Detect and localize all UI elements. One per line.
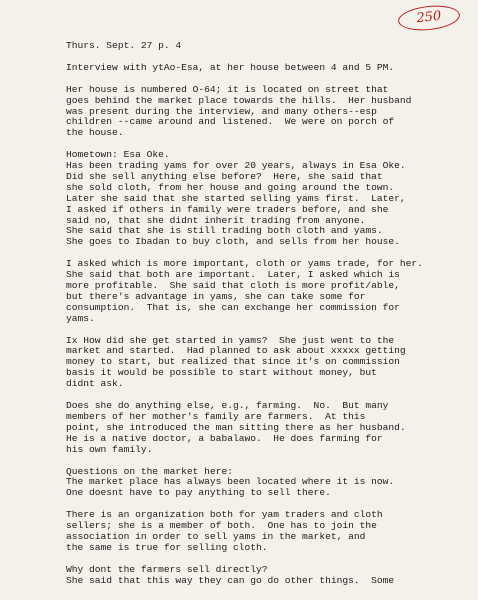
text-line: She goes to Ibadan to buy cloth, and sells from her house. [66, 236, 400, 248]
text-line: There is an organization both for yam traders and cloth [66, 509, 383, 521]
text-line: basis it would be possible to start without money, but [66, 367, 377, 379]
text-line: the same is true for selling cloth. [66, 541, 268, 553]
text-line: I asked which is more important, cloth or yams trade, for her. [66, 258, 423, 270]
text-line: One doesnt have to pay anything to sell there. [66, 487, 331, 499]
text-line: children --came around and listened. We were on porch of [66, 116, 395, 128]
text-line: Later she said that she started selling yams first. Later, [66, 192, 406, 204]
text-line: more profitable. She said that cloth is more profit/able, [66, 280, 400, 292]
text-line: association in order to sell yams in the market, and [66, 530, 366, 542]
text-line: market and started. Had planned to ask about xxxxx getting [66, 345, 406, 357]
text-line: goes behind the market place towards the hills. Her husband [66, 94, 412, 106]
text-line: sellers; she is a member of both. One has to join the [66, 520, 377, 532]
text-line: Interview with ytAo-Esa, at her house between 4 and 5 PM. [66, 61, 395, 73]
text-line: Has been trading yams for over 20 years, always in Esa Oke. [66, 160, 406, 172]
paragraph-gap [66, 325, 471, 336]
text-line: The market place has always been located where it is now. [66, 476, 395, 488]
text-line: point, she introduced the man sitting there as her husband. [66, 421, 406, 433]
text-line: Questions on the market here: [66, 465, 233, 477]
text-line: didnt ask. [66, 378, 124, 390]
text-line: she sold cloth, from her house and going around the town. [66, 181, 395, 193]
text-line: I asked if others in family were traders before, and she [66, 203, 389, 215]
page-number-stamp: 250 [397, 3, 461, 33]
text-line: said no, that she didnt inherit trading from anyone. [66, 214, 366, 226]
paragraph-gap [66, 456, 471, 467]
text-line: Did she sell anything else before? Here, she said that [66, 171, 383, 183]
text-line: money to start, but realized that since it's on commission [66, 356, 400, 368]
text-line: was present during the interview, and many others--esp [66, 105, 377, 117]
text-line: yams. [66, 312, 95, 324]
text-line: members of her mother's family are farmers. At this [66, 410, 366, 422]
text-line: but there's advantage in yams, she can take some for [66, 290, 366, 302]
text-line: She said that she is still trading both cloth and yams. [66, 225, 383, 237]
text-line: Why dont the farmers sell directly? [66, 563, 268, 575]
text-line: the house. [66, 127, 124, 139]
text-line: his own family. [66, 443, 153, 455]
text-line: Her house is numbered O-64; it is located on street that [66, 83, 389, 95]
text-line: She said that this way they can go do other things. Some [66, 574, 395, 586]
text-line: She said that both are important. Later, I asked which is [66, 269, 400, 281]
text-line: Ix How did she get started in yams? She just went to the [66, 334, 395, 346]
text-line: Thurs. Sept. 27 p. 4 [66, 40, 182, 51]
text-line: Does she do anything else, e.g., farming. No. But many [66, 400, 389, 412]
text-line: consumption. That is, she can exchange her commission for [66, 301, 400, 313]
text-line: Hometown: Esa Oke. [66, 149, 170, 161]
interview-notes [66, 41, 471, 587]
text-line: He is a native doctor, a babalawo. He does farming for [66, 432, 383, 444]
